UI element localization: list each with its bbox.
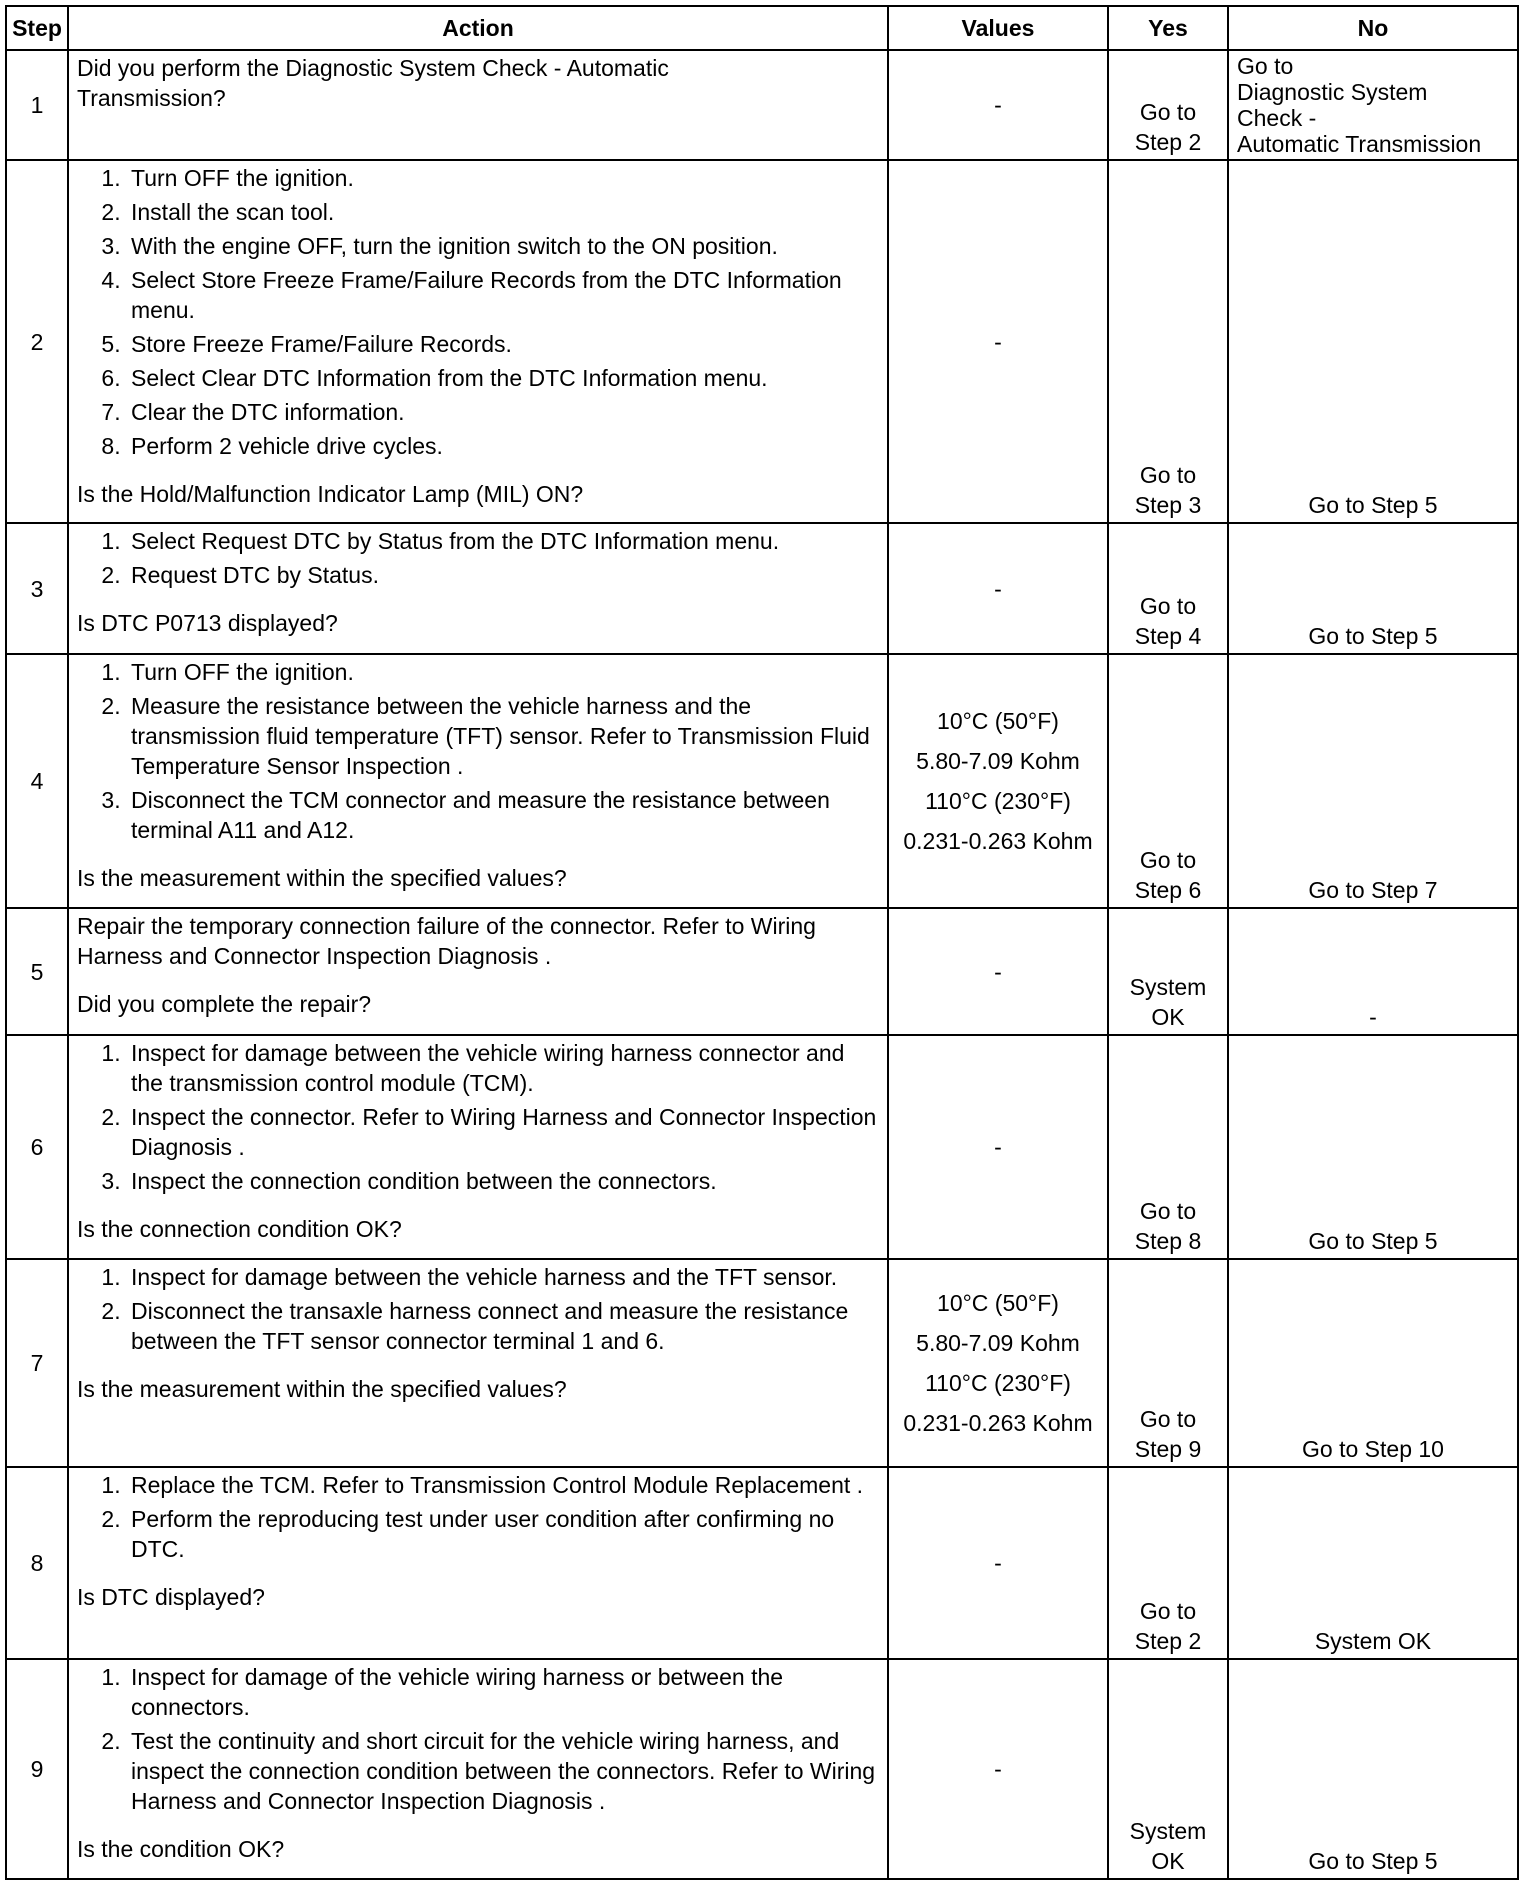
yes-line: Step 2 <box>1134 129 1202 155</box>
step-number: 5 <box>6 908 68 1035</box>
yes-line: Step 8 <box>1134 1228 1202 1254</box>
yes-line: Step 9 <box>1134 1436 1202 1462</box>
question-text: Is DTC displayed? <box>77 1584 265 1610</box>
table-row <box>6 523 1518 654</box>
values-cell: - <box>888 1035 1108 1259</box>
step-number: 3 <box>6 523 68 654</box>
list-item: 3. With the engine OFF, turn the ignition switch to the ON position. <box>127 231 879 261</box>
yes-line: Go to <box>1139 1406 1197 1432</box>
yes-cell <box>1108 1259 1228 1467</box>
values-cell: - <box>888 523 1108 654</box>
no-line: Go to <box>1237 53 1294 79</box>
yes-line: Go to <box>1139 847 1197 873</box>
header-action: Action <box>68 6 888 50</box>
action-cell <box>68 654 888 908</box>
header-values: Values <box>888 6 1108 50</box>
step-number: 7 <box>6 1259 68 1467</box>
no-cell: Go to Step 5 <box>1228 523 1518 654</box>
yes-line: Go to <box>1139 1598 1197 1624</box>
action-cell <box>68 908 888 1035</box>
yes-line: OK <box>1151 1848 1185 1874</box>
value-line: 110°C (230°F) <box>925 1370 1071 1396</box>
yes-line: Step 4 <box>1134 623 1202 649</box>
action-cell <box>68 1467 888 1659</box>
yes-line: Step 6 <box>1134 877 1202 903</box>
action-list <box>77 526 879 590</box>
value-line: 10°C (50°F) <box>937 708 1059 734</box>
list-item: 1. Turn OFF the ignition. <box>127 163 879 193</box>
values-cell <box>888 654 1108 908</box>
action-cell <box>68 1259 888 1467</box>
no-cell: System OK <box>1228 1467 1518 1659</box>
list-item: 2. Install the scan tool. <box>127 197 879 227</box>
list-item: 1. Inspect for damage of the vehicle wiring harness or between the connectors. <box>127 1662 879 1722</box>
list-item: 3. Inspect the connection condition between the connectors. <box>127 1166 879 1196</box>
action-cell <box>68 50 888 160</box>
yes-cell <box>1108 1035 1228 1259</box>
table-row <box>6 654 1518 908</box>
value-line: 10°C (50°F) <box>937 1290 1059 1316</box>
list-item: 4. Select Store Freeze Frame/Failure Records from the DTC Information menu. <box>127 265 879 325</box>
action-cell <box>68 160 888 523</box>
action-list <box>77 163 879 461</box>
no-cell <box>1228 50 1518 160</box>
yes-line: System <box>1129 1818 1207 1844</box>
question-text: Is the Hold/Malfunction Indicator Lamp (MIL) ON? <box>77 481 584 507</box>
yes-cell <box>1108 1467 1228 1659</box>
action-text: Did you perform the Diagnostic System Check - Automatic Transmission? <box>77 55 669 111</box>
list-item: 2. Request DTC by Status. <box>127 560 879 590</box>
list-item: 1. Replace the TCM. Refer to Transmission Control Module Replacement . <box>127 1470 879 1500</box>
header-no: No <box>1228 6 1518 50</box>
no-line: Diagnostic System <box>1237 79 1428 105</box>
value-line: 5.80-7.09 Kohm <box>916 748 1080 774</box>
header-row <box>6 6 1518 50</box>
yes-line: OK <box>1151 1004 1185 1030</box>
no-cell: Go to Step 5 <box>1228 1659 1518 1879</box>
step-number: 8 <box>6 1467 68 1659</box>
list-item: 3. Disconnect the TCM connector and measure the resistance between terminal A11 and A12. <box>127 785 879 845</box>
action-list <box>77 657 879 845</box>
values-cell: - <box>888 50 1108 160</box>
action-list <box>77 1470 879 1564</box>
question-text: Is the connection condition OK? <box>77 1216 402 1242</box>
table-row <box>6 1467 1518 1659</box>
diagnostic-table <box>5 5 1519 1880</box>
list-item: 5. Store Freeze Frame/Failure Records. <box>127 329 879 359</box>
values-cell: - <box>888 1659 1108 1879</box>
question-text: Did you complete the repair? <box>77 991 372 1017</box>
no-cell: Go to Step 5 <box>1228 1035 1518 1259</box>
list-item: 1. Select Request DTC by Status from the DTC Information menu. <box>127 526 879 556</box>
action-list <box>77 1262 879 1356</box>
action-text: Repair the temporary connection failure of the connector. Refer to Wiring Harness and Connector Inspection Diagnosis . <box>77 913 816 969</box>
action-cell <box>68 1035 888 1259</box>
yes-cell <box>1108 1659 1228 1879</box>
step-number: 4 <box>6 654 68 908</box>
table-row <box>6 908 1518 1035</box>
step-number: 1 <box>6 50 68 160</box>
yes-cell <box>1108 160 1228 523</box>
no-cell: Go to Step 7 <box>1228 654 1518 908</box>
yes-line: Step 2 <box>1134 1628 1202 1654</box>
table-row <box>6 1659 1518 1879</box>
no-line: Check - <box>1237 105 1317 131</box>
yes-cell <box>1108 654 1228 908</box>
step-number: 6 <box>6 1035 68 1259</box>
action-list <box>77 1038 879 1196</box>
list-item: 2. Disconnect the transaxle harness connect and measure the resistance between the TFT sensor connector terminal 1 and 6. <box>127 1296 879 1356</box>
yes-line: Step 3 <box>1134 492 1202 518</box>
list-item: 2. Test the continuity and short circuit for the vehicle wiring harness, and inspect the connection condition between the connectors. Refer to Wiring Harness and Connector Inspection Diagnosis . <box>127 1726 879 1816</box>
header-yes: Yes <box>1108 6 1228 50</box>
list-item: 2. Inspect the connector. Refer to Wiring Harness and Connector Inspection Diagnosis . <box>127 1102 879 1162</box>
table-row <box>6 1259 1518 1467</box>
yes-cell <box>1108 50 1228 160</box>
no-cell: Go to Step 5 <box>1228 160 1518 523</box>
step-number: 9 <box>6 1659 68 1879</box>
action-cell <box>68 523 888 654</box>
header-step: Step <box>6 6 68 50</box>
question-text: Is DTC P0713 displayed? <box>77 610 338 636</box>
values-cell <box>888 1259 1108 1467</box>
value-line: 0.231-0.263 Kohm <box>903 1410 1093 1436</box>
values-cell: - <box>888 1467 1108 1659</box>
question-text: Is the measurement within the specified values? <box>77 865 567 891</box>
list-item: 1. Inspect for damage between the vehicle harness and the TFT sensor. <box>127 1262 879 1292</box>
yes-cell <box>1108 523 1228 654</box>
no-line: Automatic Transmission <box>1237 131 1482 157</box>
action-list <box>77 1662 879 1816</box>
yes-line: Go to <box>1139 99 1197 125</box>
yes-cell <box>1108 908 1228 1035</box>
list-item: 1. Inspect for damage between the vehicle wiring harness connector and the transmission control module (TCM). <box>127 1038 879 1098</box>
step-number: 2 <box>6 160 68 523</box>
list-item: 2. Measure the resistance between the vehicle harness and the transmission fluid temperature (TFT) sensor. Refer to Transmission Fluid Temperature Sensor Inspection . <box>127 691 879 781</box>
value-line: 110°C (230°F) <box>925 788 1071 814</box>
question-text: Is the condition OK? <box>77 1836 285 1862</box>
list-item: 7. Clear the DTC information. <box>127 397 879 427</box>
table-row <box>6 50 1518 160</box>
action-cell <box>68 1659 888 1879</box>
yes-line: Go to <box>1139 462 1197 488</box>
yes-line: Go to <box>1139 1198 1197 1224</box>
values-cell: - <box>888 160 1108 523</box>
yes-line: System <box>1129 974 1207 1000</box>
value-line: 0.231-0.263 Kohm <box>903 828 1093 854</box>
list-item: 1. Turn OFF the ignition. <box>127 657 879 687</box>
yes-line: Go to <box>1139 593 1197 619</box>
list-item: 2. Perform the reproducing test under user condition after confirming no DTC. <box>127 1504 879 1564</box>
values-cell: - <box>888 908 1108 1035</box>
question-text: Is the measurement within the specified values? <box>77 1376 567 1402</box>
table-row <box>6 160 1518 523</box>
list-item: 6. Select Clear DTC Information from the DTC Information menu. <box>127 363 879 393</box>
table-row <box>6 1035 1518 1259</box>
no-cell: Go to Step 10 <box>1228 1259 1518 1467</box>
no-cell: - <box>1228 908 1518 1035</box>
list-item: 8. Perform 2 vehicle drive cycles. <box>127 431 879 461</box>
value-line: 5.80-7.09 Kohm <box>916 1330 1080 1356</box>
